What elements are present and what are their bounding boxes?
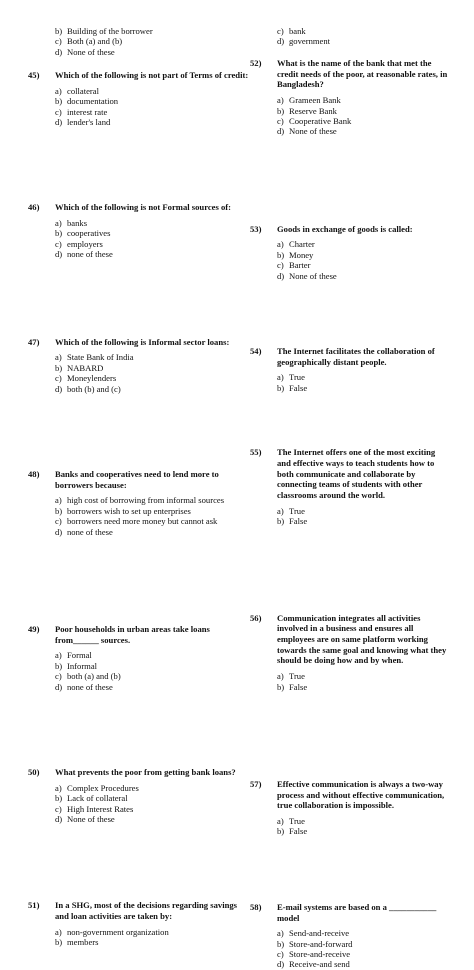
question-number: 58) bbox=[250, 901, 262, 912]
question-number: 50) bbox=[28, 767, 40, 778]
option-text: bank bbox=[289, 26, 306, 36]
option-letter: c) bbox=[55, 36, 62, 47]
option-letter: c) bbox=[277, 115, 284, 126]
question-number: 52) bbox=[250, 58, 262, 68]
option-letter: a) bbox=[277, 239, 284, 250]
question-number: 47) bbox=[28, 336, 40, 347]
option-text: borrowers wish to set up enterprises bbox=[67, 505, 191, 516]
question-text: The Internet facilitates the collaboration of geographically distant people. bbox=[277, 346, 435, 367]
option-letter: b) bbox=[55, 26, 63, 36]
option-letter: a) bbox=[277, 505, 284, 516]
option-letter: d) bbox=[55, 249, 63, 260]
option-letter: a) bbox=[55, 782, 62, 793]
question-number: 53) bbox=[250, 223, 262, 234]
option-text: True bbox=[289, 671, 305, 682]
option-letter: d) bbox=[277, 270, 285, 281]
answer-option bbox=[55, 218, 250, 228]
option-list bbox=[277, 928, 450, 970]
option-text: Informal bbox=[67, 660, 98, 671]
option-letter: d) bbox=[277, 126, 285, 137]
option-letter: d) bbox=[55, 526, 63, 537]
option-text: Receive-and send bbox=[289, 959, 350, 970]
answer-option bbox=[55, 783, 250, 793]
option-text: banks bbox=[67, 218, 88, 229]
question-text: Communication integrates all activities involved in a business and ensures all employees are on same platform working towards the same goal and knowing what they should be doing how and by when. bbox=[277, 612, 447, 666]
option-text: False bbox=[289, 681, 308, 692]
option-list bbox=[55, 352, 250, 394]
option-text: State Bank of India bbox=[67, 352, 134, 363]
option-letter: d) bbox=[55, 46, 63, 57]
answer-option bbox=[55, 86, 250, 96]
answer-option bbox=[55, 793, 250, 803]
answer-option bbox=[55, 107, 250, 117]
answer-option bbox=[277, 250, 450, 260]
option-letter: c) bbox=[55, 106, 62, 117]
answer-option bbox=[55, 373, 250, 383]
option-text: Send-and-receive bbox=[289, 928, 350, 939]
option-text: collateral bbox=[67, 85, 99, 96]
option-list bbox=[55, 927, 250, 948]
answer-option bbox=[55, 117, 250, 127]
option-list bbox=[277, 816, 450, 837]
answer-option bbox=[55, 47, 250, 57]
option-letter: c) bbox=[277, 949, 284, 960]
option-text: non-government organization bbox=[67, 926, 169, 937]
option-letter: b) bbox=[277, 938, 285, 949]
answer-option bbox=[277, 372, 450, 382]
answer-option bbox=[55, 671, 250, 681]
option-letter: a) bbox=[277, 671, 284, 682]
answer-option bbox=[55, 814, 250, 824]
option-letter: a) bbox=[55, 495, 62, 506]
answer-option bbox=[277, 671, 450, 681]
option-letter: b) bbox=[277, 249, 285, 260]
answer-option bbox=[55, 516, 250, 526]
answer-option bbox=[277, 949, 450, 959]
option-text: None of these bbox=[67, 46, 115, 57]
option-letter: a) bbox=[55, 352, 62, 363]
question-block bbox=[250, 346, 450, 393]
option-letter: b) bbox=[55, 505, 63, 516]
option-letter: a) bbox=[55, 926, 62, 937]
option-text: Moneylenders bbox=[67, 373, 117, 384]
option-text: high cost of borrowing from informal sources bbox=[67, 495, 225, 506]
option-letter: c) bbox=[55, 373, 62, 384]
option-text: Money bbox=[289, 249, 314, 260]
answer-option bbox=[55, 352, 250, 362]
question-number: 45) bbox=[28, 70, 40, 80]
option-letter: a) bbox=[55, 85, 62, 96]
answer-option bbox=[277, 95, 450, 105]
question-block bbox=[28, 900, 250, 947]
option-letter: a) bbox=[55, 218, 62, 229]
option-text: Both (a) and (b) bbox=[67, 36, 123, 47]
question-text: Effective communication is always a two-way process and without effective communication, true collaboration is impossible. bbox=[277, 778, 445, 811]
question-block bbox=[28, 624, 250, 692]
option-letter: c) bbox=[55, 671, 62, 682]
answer-option bbox=[55, 36, 250, 46]
question-block bbox=[250, 58, 450, 137]
answer-option bbox=[55, 384, 250, 394]
answer-option bbox=[277, 682, 450, 692]
option-letter: b) bbox=[277, 681, 285, 692]
answer-option bbox=[277, 816, 450, 826]
option-letter: b) bbox=[277, 826, 285, 837]
question-block bbox=[250, 779, 450, 837]
option-text: False bbox=[289, 382, 308, 393]
question-number: 51) bbox=[28, 900, 40, 911]
answer-option bbox=[55, 228, 250, 238]
question-number: 54) bbox=[250, 346, 262, 357]
question-number: 49) bbox=[28, 624, 40, 635]
right-column bbox=[250, 0, 450, 970]
option-letter: d) bbox=[55, 681, 63, 692]
option-text: documentation bbox=[67, 96, 119, 107]
option-letter: a) bbox=[277, 928, 284, 939]
option-text: Lack of collateral bbox=[67, 793, 128, 804]
answer-option bbox=[277, 26, 450, 36]
answer-option bbox=[55, 96, 250, 106]
option-list bbox=[55, 86, 250, 128]
question-text: In a SHG, most of the decisions regarding savings and loan activities are taken by: bbox=[55, 900, 238, 922]
answer-option bbox=[277, 939, 450, 949]
answer-option bbox=[277, 271, 450, 281]
option-text: True bbox=[289, 372, 305, 383]
option-list bbox=[277, 372, 450, 393]
option-letter: d) bbox=[277, 36, 285, 47]
answer-option bbox=[277, 928, 450, 938]
answer-option bbox=[55, 927, 250, 937]
option-text: borrowers need more money but cannot ask bbox=[67, 516, 218, 527]
answer-option bbox=[55, 26, 250, 36]
answer-option bbox=[277, 260, 450, 270]
question-text: The Internet offers one of the most exciting and effective ways to teach students how to both communicate and collaborate by connecting teams of students with other classrooms around the world. bbox=[277, 447, 436, 501]
question-number: 56) bbox=[250, 612, 262, 623]
question-text: Which of the following is not Formal sources of: bbox=[55, 202, 232, 213]
option-text: Charter bbox=[289, 239, 315, 250]
option-letter: b) bbox=[55, 660, 63, 671]
option-text: interest rate bbox=[67, 106, 108, 117]
answer-option bbox=[55, 527, 250, 537]
option-letter: d) bbox=[55, 116, 63, 127]
answer-option bbox=[55, 249, 250, 259]
option-list bbox=[277, 671, 450, 692]
option-letter: c) bbox=[277, 26, 284, 36]
option-letter: b) bbox=[55, 362, 63, 373]
question-text: Poor households in urban areas take loans from______ sources. bbox=[55, 624, 210, 645]
option-text: True bbox=[289, 505, 305, 516]
question-block bbox=[28, 70, 250, 127]
answer-option bbox=[277, 506, 450, 516]
option-text: Barter bbox=[289, 260, 311, 271]
option-text: Reserve Bank bbox=[289, 105, 337, 116]
option-list bbox=[55, 26, 250, 57]
option-text: members bbox=[67, 937, 99, 948]
option-letter: b) bbox=[55, 228, 63, 239]
left-column bbox=[28, 0, 250, 948]
answer-option bbox=[277, 126, 450, 136]
option-letter: b) bbox=[55, 96, 63, 107]
option-list bbox=[277, 26, 450, 47]
option-letter: a) bbox=[277, 95, 284, 106]
option-letter: d) bbox=[277, 959, 285, 970]
option-letter: b) bbox=[277, 105, 285, 116]
question-block bbox=[250, 447, 450, 526]
question-text: Banks and cooperatives need to lend more to borrowers because: bbox=[55, 468, 219, 490]
answer-option bbox=[277, 36, 450, 46]
answer-option bbox=[277, 106, 450, 116]
option-text: True bbox=[289, 816, 305, 827]
answer-option bbox=[55, 239, 250, 249]
question-text: What is the name of the bank that met the credit needs of the poor, at reasonable rates, in Bangladesh? bbox=[277, 58, 448, 90]
option-text: cooperatives bbox=[67, 228, 111, 239]
option-letter: a) bbox=[277, 816, 284, 827]
option-text: False bbox=[289, 516, 308, 527]
question-text: What prevents the poor from getting bank loans? bbox=[55, 767, 236, 778]
answer-option bbox=[55, 363, 250, 373]
option-letter: c) bbox=[55, 803, 62, 814]
question-block bbox=[28, 337, 250, 394]
option-text: None of these bbox=[289, 126, 337, 137]
option-letter: c) bbox=[55, 516, 62, 527]
option-letter: b) bbox=[55, 793, 63, 804]
carryover-options bbox=[28, 26, 250, 57]
question-block bbox=[250, 902, 450, 970]
answer-option bbox=[277, 239, 450, 249]
option-text: Building of the borrower bbox=[67, 26, 153, 36]
option-letter: b) bbox=[55, 937, 63, 948]
answer-option bbox=[277, 959, 450, 969]
question-number: 48) bbox=[28, 468, 40, 479]
option-text: both (a) and (b) bbox=[67, 671, 121, 682]
question-number: 55) bbox=[250, 447, 262, 458]
answer-option bbox=[277, 516, 450, 526]
option-text: lender's land bbox=[67, 116, 111, 127]
option-list bbox=[55, 218, 250, 260]
option-letter: b) bbox=[277, 516, 285, 527]
option-text: none of these bbox=[67, 526, 113, 537]
option-letter: b) bbox=[277, 382, 285, 393]
option-list bbox=[277, 239, 450, 281]
option-text: Cooperative Bank bbox=[289, 115, 352, 126]
option-letter: c) bbox=[55, 238, 62, 249]
option-text: both (b) and (c) bbox=[67, 383, 121, 394]
option-text: NABARD bbox=[67, 362, 104, 373]
option-letter: c) bbox=[277, 260, 284, 271]
question-text: E-mail systems are based on a ___________ model bbox=[277, 901, 437, 923]
option-text: Complex Procedures bbox=[67, 782, 139, 793]
option-list bbox=[277, 95, 450, 137]
option-text: None of these bbox=[67, 813, 115, 824]
answer-option bbox=[277, 826, 450, 836]
question-text: Which of the following is not part of Terms of credit: bbox=[55, 70, 249, 80]
question-block bbox=[250, 224, 450, 281]
option-text: none of these bbox=[67, 681, 113, 692]
question-text: Goods in exchange of goods is called: bbox=[277, 223, 413, 234]
answer-option bbox=[277, 383, 450, 393]
question-block bbox=[28, 469, 250, 537]
option-list bbox=[277, 506, 450, 527]
answer-option bbox=[55, 506, 250, 516]
question-number: 46) bbox=[28, 202, 40, 213]
option-list bbox=[55, 495, 250, 537]
option-list bbox=[55, 650, 250, 692]
answer-option bbox=[55, 937, 250, 947]
option-letter: d) bbox=[55, 383, 63, 394]
option-letter: a) bbox=[277, 372, 284, 383]
option-text: government bbox=[289, 36, 331, 47]
answer-option bbox=[55, 682, 250, 692]
question-block bbox=[28, 202, 250, 259]
option-letter: d) bbox=[55, 813, 63, 824]
option-text: Grameen Bank bbox=[289, 95, 341, 106]
option-text: none of these bbox=[67, 249, 113, 260]
answer-option bbox=[55, 661, 250, 671]
option-text: Formal bbox=[67, 650, 92, 661]
option-text: None of these bbox=[289, 270, 337, 281]
option-text: Store-and-receive bbox=[289, 949, 351, 960]
option-letter: a) bbox=[55, 650, 62, 661]
option-text: High Interest Rates bbox=[67, 803, 134, 814]
answer-option bbox=[55, 804, 250, 814]
answer-option bbox=[55, 495, 250, 505]
answer-option bbox=[277, 116, 450, 126]
question-block bbox=[28, 767, 250, 824]
option-list bbox=[55, 783, 250, 825]
option-text: employers bbox=[67, 238, 103, 249]
question-text: Which of the following is Informal sector loans: bbox=[55, 336, 230, 347]
question-block bbox=[250, 613, 450, 692]
option-text: Store-and-forward bbox=[289, 938, 353, 949]
question-number: 57) bbox=[250, 778, 262, 789]
answer-option bbox=[55, 650, 250, 660]
option-text: False bbox=[289, 826, 308, 837]
carryover-options bbox=[250, 26, 450, 47]
